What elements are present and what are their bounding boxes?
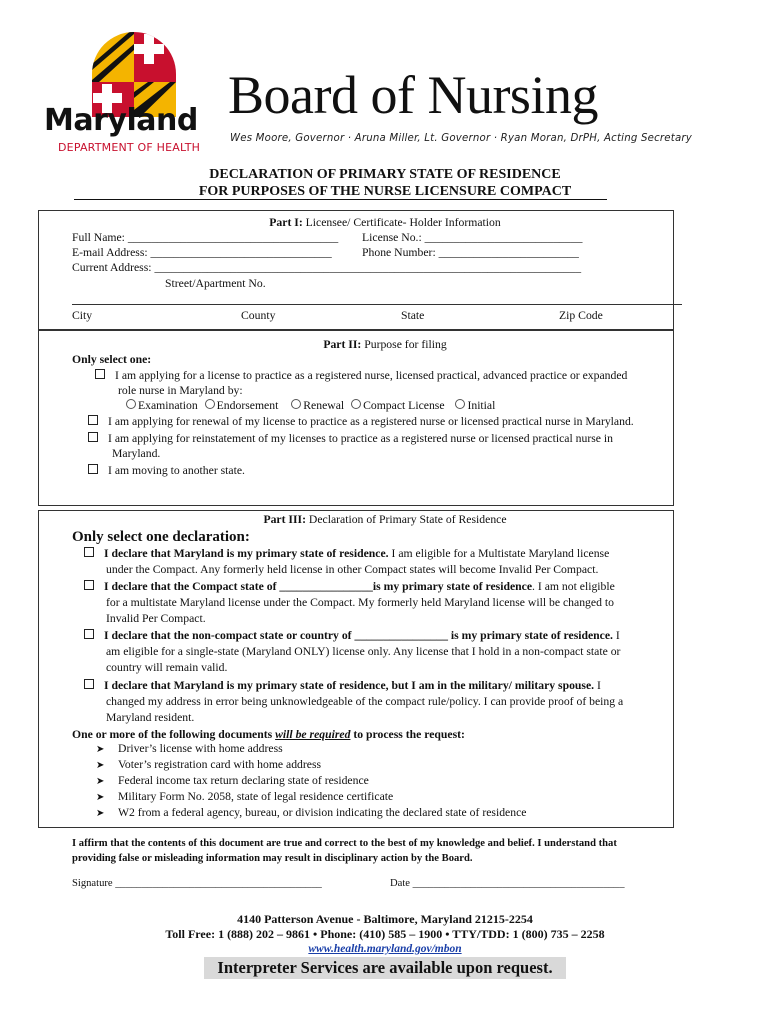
- arrow-bullet-icon: ➤: [96, 760, 105, 771]
- declaration-military-line2: changed my address in error being unknowledgeable of the compact rule/policy. I can provide proof of being a: [106, 695, 624, 708]
- zip-label: Zip Code: [559, 309, 603, 322]
- date-field[interactable]: Date ________________________________________: [390, 878, 625, 889]
- affirmation-line1: I affirm that the contents of this document are true and correct to the best of my knowledge and belief. I understand that: [72, 838, 617, 849]
- city-label: City: [72, 309, 93, 322]
- affirmation-line2: providing false or misleading information may result in disciplinary action by the Board.: [72, 853, 473, 864]
- declaration-maryland-line2: under the Compact. Any formerly held license in other Compact states will become Invalid Per Compact.: [106, 563, 599, 576]
- declaration-compact-line3: Invalid Per Compact.: [106, 612, 206, 625]
- doc-heading-line1: DECLARATION OF PRIMARY STATE OF RESIDENCE: [209, 167, 561, 182]
- footer-website: [0, 942, 770, 958]
- document-item: ➤ Military Form No. 2058, state of legal residence certificate: [96, 789, 393, 806]
- city-line[interactable]: [72, 304, 682, 305]
- checkbox[interactable]: [84, 580, 94, 590]
- arrow-bullet-icon: ➤: [96, 776, 105, 787]
- option-renewal[interactable]: I am applying for renewal of my license to practice as a registered nurse or licensed practical nurse in Maryland.: [88, 414, 634, 430]
- county-label: County: [241, 309, 276, 322]
- option-moving[interactable]: I am moving to another state.: [88, 463, 245, 479]
- email-field[interactable]: E-mail Address: _______________________________: [72, 246, 332, 259]
- declaration-military-line3: Maryland resident.: [106, 711, 195, 724]
- radio-renewal[interactable]: [291, 399, 301, 409]
- full-name-field[interactable]: Full Name: ____________________________________: [72, 231, 339, 244]
- checkbox[interactable]: [88, 432, 98, 442]
- board-title: Board of Nursing: [228, 65, 598, 125]
- license-no-field[interactable]: License No.: ___________________________: [362, 231, 583, 244]
- state-label: State: [401, 309, 425, 322]
- option-reinstatement[interactable]: I am applying for reinstatement of my licenses to practice as a registered nurse or licensed practical nurse in: [88, 431, 613, 447]
- street-label: Street/Apartment No.: [165, 277, 266, 290]
- declaration-compact-state[interactable]: I declare that the Compact state of ________________is my primary state of residence. I am not eligible: [84, 579, 615, 595]
- arrow-bullet-icon: ➤: [96, 792, 105, 803]
- part3-title: Part III: Declaration of Primary State of Residence: [263, 513, 507, 526]
- address-field[interactable]: Current Address: _________________________________________________________________________: [72, 261, 582, 274]
- checkbox[interactable]: [88, 415, 98, 425]
- checkbox[interactable]: [95, 369, 105, 379]
- part2-title: Part II: Purpose for filing: [323, 338, 447, 351]
- option-apply-license[interactable]: I am applying for a license to practice as a registered nurse, licensed practical, advanced practice or expanded: [95, 368, 627, 384]
- declaration-military[interactable]: I declare that Maryland is my primary state of residence, but I am in the military/ military spouse. I: [84, 678, 601, 694]
- logo-department: DEPARTMENT OF HEALTH: [58, 141, 201, 154]
- document-item: ➤ Federal income tax return declaring state of residence: [96, 773, 369, 790]
- declaration-compact-line2: for a multistate Maryland license under the Compact. My formerly held Maryland license will be changed to: [106, 596, 614, 609]
- signature-field[interactable]: Signature _______________________________________: [72, 878, 322, 889]
- declaration-non-compact-line3: country will remain valid.: [106, 661, 228, 674]
- part2-only-select: Only select one:: [72, 353, 152, 366]
- footer-phones: Toll Free: 1 (888) 202 – 9861 • Phone: (410) 585 – 1900 • TTY/TDD: 1 (800) 735 – 2258: [165, 927, 605, 941]
- interpreter-notice: Interpreter Services are available upon request.: [217, 958, 553, 977]
- checkbox[interactable]: [84, 547, 94, 557]
- logo-maryland-word: Maryland: [44, 103, 198, 138]
- footer-address: 4140 Patterson Avenue - Baltimore, Maryland 21215-2254: [237, 912, 533, 926]
- part1-title: Part I: Licensee/ Certificate- Holder Information: [269, 216, 501, 229]
- document-item: ➤ W2 from a federal agency, bureau, or division indicating the declared state of residence: [96, 805, 526, 822]
- part3-only-select: Only select one declaration:: [72, 529, 250, 545]
- officials-line: Wes Moore, Governor · Aruna Miller, Lt. Governor · Ryan Moran, DrPH, Acting Secretary: [230, 133, 693, 144]
- radio-examination[interactable]: [126, 399, 136, 409]
- website-link[interactable]: www.health.maryland.gov/mbon: [308, 943, 462, 955]
- radio-initial[interactable]: [455, 399, 465, 409]
- radio-endorsement[interactable]: [205, 399, 215, 409]
- declaration-non-compact[interactable]: I declare that the non-compact state or country of ________________ is my primary state of residence. I: [84, 628, 620, 644]
- checkbox[interactable]: [84, 679, 94, 689]
- document-item: ➤ Voter’s registration card with home address: [96, 757, 321, 774]
- arrow-bullet-icon: ➤: [96, 744, 105, 755]
- arrow-bullet-icon: ➤: [96, 808, 105, 819]
- checkbox[interactable]: [84, 629, 94, 639]
- radio-compact-license[interactable]: [351, 399, 361, 409]
- declaration-non-compact-line2: am eligible for a single-state (Maryland ONLY) license only. Any license that I hold in a non-compact state or: [106, 645, 621, 658]
- option-apply-license-line2: role nurse in Maryland by:: [118, 384, 243, 397]
- declaration-maryland[interactable]: I declare that Maryland is my primary state of residence. I am eligible for a Multistate Maryland license: [84, 546, 609, 562]
- checkbox[interactable]: [88, 464, 98, 474]
- document-item: ➤ Driver’s license with home address: [96, 741, 283, 758]
- documents-required-intro: One or more of the following documents will be required to process the request:: [72, 728, 465, 741]
- option-reinstatement-line2: Maryland.: [112, 447, 161, 460]
- radio-group-method: Examination Endorsement Renewal Compact License Initial: [122, 398, 495, 414]
- phone-field[interactable]: Phone Number: ________________________: [362, 246, 579, 259]
- doc-heading-line2: FOR PURPOSES OF THE NURSE LICENSURE COMPACT: [198, 184, 572, 199]
- heading-underline: [74, 199, 607, 200]
